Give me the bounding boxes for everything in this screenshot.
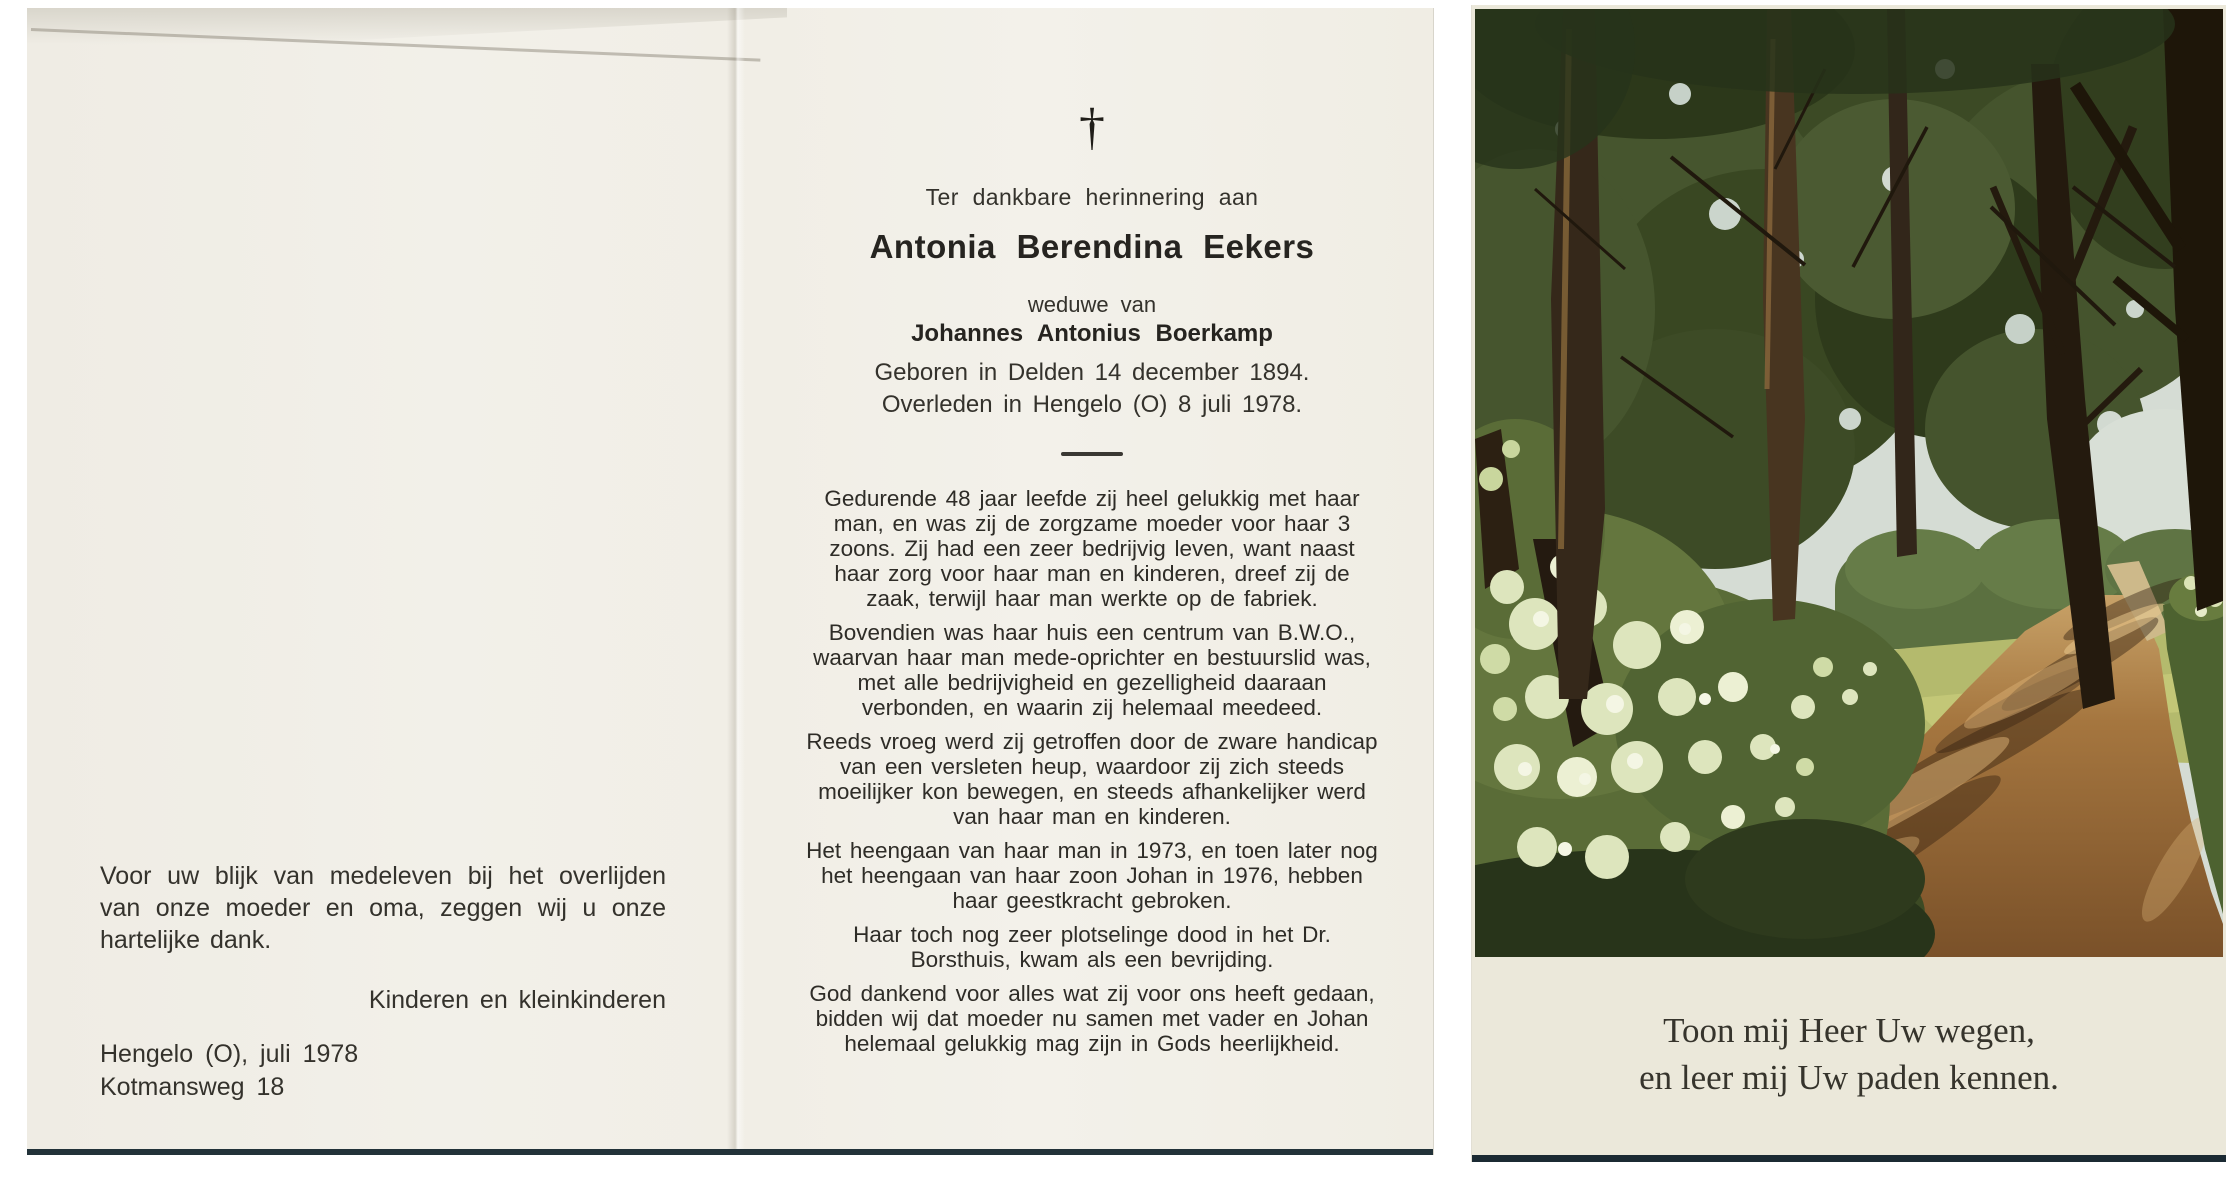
signature-text: Kinderen en kleinkinderen [368,986,666,1014]
forest-path-photo [1475,9,2223,957]
memorial-paragraph-4: Het heengaan van haar man in 1973, en toen later nog het heengaan van haar zoon Johan in 1976, hebben haar geestkracht gebroken. [806,838,1378,913]
photo-card [1472,5,2226,1162]
deceased-name: Antonia Berendina Eekers [869,228,1315,265]
left-panel [27,8,737,1149]
cross-icon: † [1079,99,1105,156]
address-text: Kotmansweg 18 [100,1073,285,1101]
forest-path-illustration [1475,9,2223,957]
relation-line: weduwe van [1027,292,1157,317]
memorial-paragraph-6: God dankend voor alles wat zij voor ons heeft gedaan, bidden wij dat moeder nu samen met vader en Johan helemaal gelukkig mag zijn in Gods heerlijkheid. [809,981,1375,1056]
death-line: Overleden in Hengelo (O) 8 juli 1978. [881,391,1303,418]
memorial-paragraph-1: Gedurende 48 jaar leefde zij heel gelukkig met haar man, en was zij de zorgzame moeder voor haar 3 zoons. Zij had een zeer bedrijvig leven, want naast haar zorg voor haar man en kinderen, dreef zij de zaak, terwijl haar man werkte op de fabriek. [824,486,1360,611]
memorial-paragraph-2: Bovendien was haar huis een centrum van B.W.O., waarvan haar man mede-oprichter en bestuurslid was, met alle bedrijvigheid en gezelligheid daaraan verbonden, en waarin zij helemaal meedeed. [813,620,1371,720]
acknowledgement-text: Voor uw blijk van medeleven bij het overlijden van onze moeder en oma, zeggen wij u onze hartelijke dank. [100,862,666,954]
prayer-caption [1472,1007,2226,1101]
birth-line: Geboren in Delden 14 december 1894. [874,359,1310,386]
memorial-paragraphs [804,486,1380,1065]
intro-line: Ter dankbare herinnering aan [925,184,1259,210]
divider-rule [1061,452,1123,456]
memorial-card [27,8,1433,1155]
caption-line-1: Toon mij Heer Uw wegen, [1663,1011,2035,1050]
memorial-paragraph-3: Reeds vroeg werd zij getroffen door de zware handicap van een versleten heup, waardoor zij zich steeds moeilijker kon bewegen, en steeds afhankelijker werd van haar man en kinderen. [806,729,1378,829]
memorial-paragraph-5: Haar toch nog zeer plotselinge dood in het Dr. Borsthuis, kwam als een bevrijding. [853,922,1331,972]
spouse-name: Johannes Antonius Boerkamp [911,320,1273,347]
caption-line-2: en leer mij Uw paden kennen. [1639,1058,2059,1097]
memorial-text-panel [737,8,1433,1149]
place-date-text: Hengelo (O), juli 1978 [100,1040,359,1068]
